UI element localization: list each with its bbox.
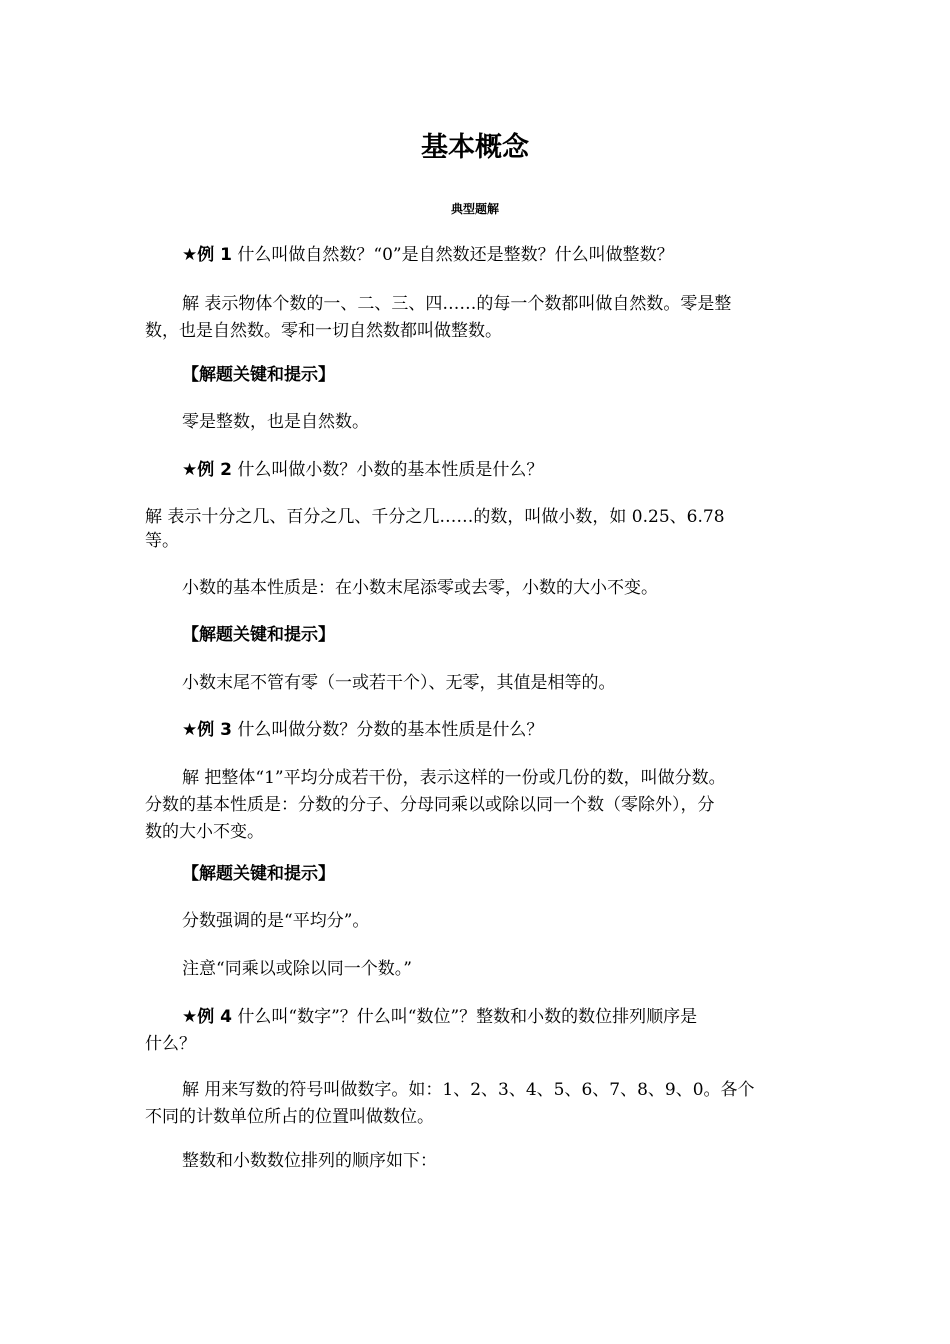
example-2-property <box>145 575 847 602</box>
example-1-question <box>145 242 847 269</box>
example-2-question-text: 什么叫做小数？小数的基本性质是什么？ <box>232 460 544 480</box>
example-2-answer <box>145 505 810 553</box>
page-subtitle: 典型题解 <box>450 202 499 216</box>
example-2-property-text: 小数的基本性质是：在小数末尾添零或去零，小数的大小不变。 <box>182 578 658 598</box>
example-2-question <box>145 457 847 484</box>
example-2-hint <box>145 670 847 697</box>
example-1-answer-line-1: 解 表示物体个数的一、二、三、四……的每一个数都叫做自然数。零是整 <box>182 294 732 314</box>
page-title: 基本概念 <box>421 132 529 163</box>
example-4-order <box>145 1148 847 1175</box>
example-3-answer-line-1: 解 把整体“1”平均分成若干份，表示这样的一份或几份的数，叫做分数。 <box>182 768 726 788</box>
example-4-question-line-1: 什么叫“数字”？什么叫“数位”？整数和小数的数位排列顺序是 <box>232 1007 698 1027</box>
example-3-question <box>145 717 847 744</box>
example-3-hint-heading <box>145 861 847 888</box>
example-1-question-text: 什么叫做自然数？“0”是自然数还是整数？什么叫做整数？ <box>232 245 674 265</box>
example-2-hint-heading <box>145 622 847 649</box>
example-4-order-text: 整数和小数数位排列的顺序如下： <box>182 1151 437 1171</box>
example-1-answer <box>145 291 810 345</box>
example-3-hint-1-text: 分数强调的是“平均分”。 <box>182 911 370 931</box>
example-4-question <box>145 1004 810 1058</box>
example-3-answer-line-3: 数的大小不变。 <box>145 822 264 842</box>
example-3-hint-2-text: 注意“同乘以或除以同一个数。” <box>182 959 412 979</box>
example-4-question-line-2: 什么？ <box>145 1034 196 1054</box>
example-1-hint-text: 零是整数，也是自然数。 <box>182 412 369 432</box>
example-3-hint-2 <box>145 956 847 983</box>
example-3-answer <box>145 765 810 846</box>
example-1-label: ★例 1 <box>182 245 232 265</box>
example-3-question-text: 什么叫做分数？分数的基本性质是什么？ <box>232 720 544 740</box>
example-3-hint-1 <box>145 908 847 935</box>
example-2-hint-text: 小数末尾不管有零（一或若干个）、无零，其值是相等的。 <box>182 673 616 693</box>
example-2-answer-line-1: 解 表示十分之几、百分之几、千分之几……的数，叫做小数，如 0.25、6.78 <box>145 507 725 527</box>
example-4-answer <box>145 1077 810 1131</box>
hint-heading: 【解题关键和提示】 <box>182 365 335 385</box>
example-1-answer-line-2: 数，也是自然数。零和一切自然数都叫做整数。 <box>145 321 502 341</box>
example-1-hint <box>145 409 847 436</box>
example-3-label: ★例 3 <box>182 720 232 740</box>
example-1-hint-heading <box>145 362 847 389</box>
example-4-answer-line-1: 解 用来写数的符号叫做数字。如：1、2、3、4、5、6、7、8、9、0。各个 <box>182 1080 755 1100</box>
example-4-label: ★例 4 <box>182 1007 232 1027</box>
example-2-label: ★例 2 <box>182 460 232 480</box>
hint-heading: 【解题关键和提示】 <box>182 864 335 884</box>
example-2-answer-line-2: 等。 <box>145 531 179 551</box>
example-3-answer-line-2: 分数的基本性质是：分数的分子、分母同乘以或除以同一个数（零除外），分 <box>145 795 715 815</box>
example-4-answer-line-2: 不同的计数单位所占的位置叫做数位。 <box>145 1107 434 1127</box>
hint-heading: 【解题关键和提示】 <box>182 625 335 645</box>
